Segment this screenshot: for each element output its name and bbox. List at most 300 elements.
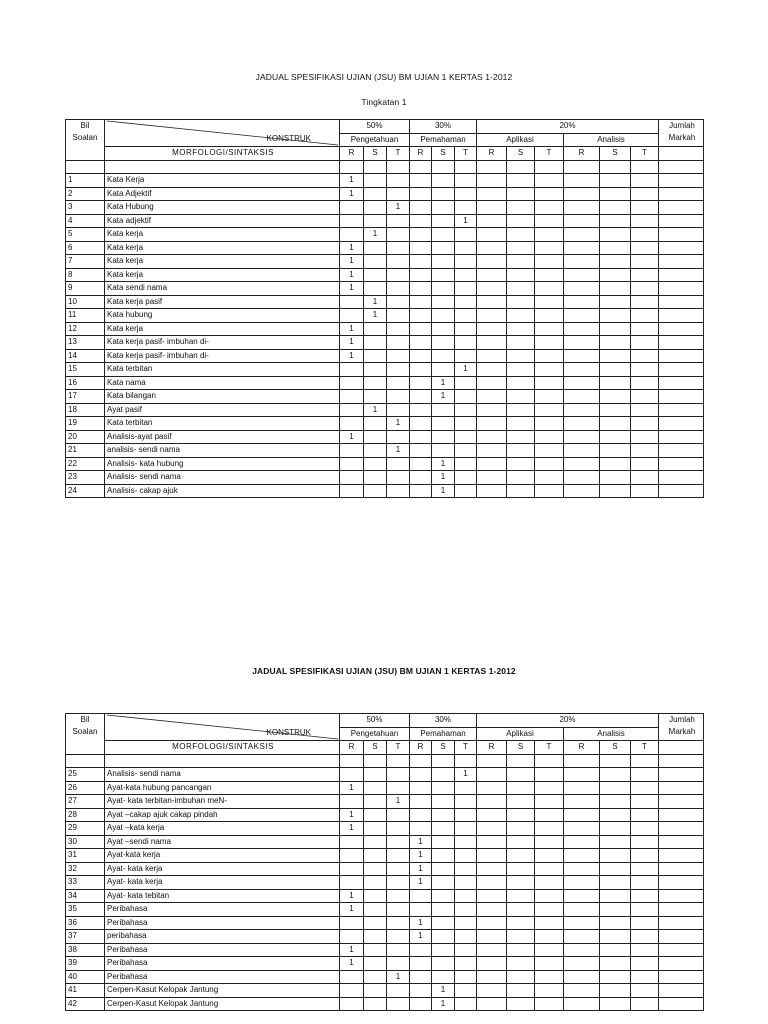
empty-cell [387,471,410,485]
pct-50: 50% [340,120,410,134]
mark-cell: 1 [340,255,364,269]
question-number: 7 [66,255,105,269]
empty-cell [364,187,387,201]
empty-cell [600,862,631,876]
empty-cell [659,160,704,174]
mark-cell: 1 [455,363,477,377]
empty-cell [477,241,507,255]
empty-cell [507,984,535,998]
empty-cell [477,957,507,971]
empty-cell [477,916,507,930]
empty-cell [600,268,631,282]
empty-cell [455,970,477,984]
empty-cell [564,781,600,795]
empty-cell [535,889,564,903]
empty-cell [600,768,631,782]
empty-cell [507,457,535,471]
empty-cell [387,876,410,890]
empty-cell [535,403,564,417]
empty-cell [432,835,455,849]
table-row [66,984,704,998]
empty-cell [364,201,387,215]
empty-cell [535,174,564,188]
mark-cell: 1 [387,444,410,458]
question-number: 2 [66,187,105,201]
empty-cell [455,997,477,1011]
mark-cell: 1 [387,970,410,984]
empty-cell [364,795,387,809]
empty-cell [535,457,564,471]
topic-cell: Kata nama [105,376,340,390]
empty-cell [535,970,564,984]
empty-cell [477,160,507,174]
empty-cell [564,363,600,377]
empty-cell [340,484,364,498]
empty-cell [410,417,432,431]
empty-cell [387,376,410,390]
empty-cell [535,984,564,998]
empty-cell [387,160,410,174]
empty-cell [364,984,387,998]
mark-cell: 1 [432,471,455,485]
empty-cell [600,849,631,863]
empty-cell [564,376,600,390]
empty-cell [477,282,507,296]
empty-cell [600,214,631,228]
empty-cell [340,849,364,863]
empty-cell [600,295,631,309]
empty-cell [631,997,659,1011]
empty-cell [535,997,564,1011]
empty-cell [600,471,631,485]
empty-cell [364,214,387,228]
empty-cell [364,997,387,1011]
mark-cell: 1 [387,795,410,809]
empty-cell [455,754,477,768]
empty-cell [631,174,659,188]
empty-cell [387,309,410,323]
empty-cell [600,916,631,930]
empty-cell [455,309,477,323]
jumlah-cell [659,147,704,161]
empty-cell [507,309,535,323]
bil-label: Bil [80,715,90,724]
topic-cell: Cerpen-Kasut Kelopak Jantung [105,984,340,998]
empty-cell [432,970,455,984]
rst-header-t: T [631,147,659,161]
empty-cell [432,282,455,296]
rst-header-r: R [477,741,507,755]
rst-header-r: R [477,147,507,161]
empty-cell [535,444,564,458]
empty-cell [600,984,631,998]
empty-cell [364,768,387,782]
empty-cell [507,835,535,849]
empty-cell [410,390,432,404]
empty-cell [507,363,535,377]
empty-cell [631,822,659,836]
empty-cell [564,282,600,296]
empty-cell [410,403,432,417]
table-row [66,457,704,471]
empty-cell [507,916,535,930]
empty-cell [455,187,477,201]
rst-header-t: T [535,741,564,755]
empty-cell [507,808,535,822]
empty-cell [507,214,535,228]
empty-cell [432,849,455,863]
empty-cell [631,430,659,444]
question-number: 22 [66,457,105,471]
empty-cell [387,862,410,876]
rst-header-r: R [340,741,364,755]
empty-cell [410,484,432,498]
jumlah-cell [659,471,704,485]
empty-cell [455,795,477,809]
empty-cell [477,768,507,782]
empty-cell [631,889,659,903]
empty-cell [340,295,364,309]
empty-cell [477,849,507,863]
jumlah-cell [659,795,704,809]
empty-cell [432,781,455,795]
empty-cell [455,174,477,188]
jumlah-cell [659,984,704,998]
empty-cell [432,336,455,350]
topic-cell: Analisis-ayat pasif [105,430,340,444]
question-number: 40 [66,970,105,984]
topic-cell: Ayat-kata kerja [105,849,340,863]
topic-cell: Kata kerja pasif- imbuhan di- [105,349,340,363]
empty-cell [387,214,410,228]
empty-cell [507,336,535,350]
empty-cell [455,808,477,822]
empty-cell [410,295,432,309]
topic-cell: Peribahasa [105,916,340,930]
empty-cell [507,862,535,876]
empty-cell [631,336,659,350]
empty-cell [631,876,659,890]
mark-cell: 1 [340,322,364,336]
jumlah-cell [659,214,704,228]
jumlah-label: Jumlah [669,121,695,130]
empty-cell [455,876,477,890]
table-row [66,187,704,201]
jumlah-cell [659,403,704,417]
empty-cell [631,309,659,323]
mark-cell: 1 [364,403,387,417]
empty-cell [564,390,600,404]
topic-cell: Kata adjektif [105,214,340,228]
rst-header-t: T [455,741,477,755]
empty-cell [535,363,564,377]
jsu-table-2 [65,713,704,1011]
empty-cell [477,822,507,836]
mark-cell: 1 [387,201,410,215]
empty-cell [387,754,410,768]
empty-cell [340,970,364,984]
empty-cell [364,363,387,377]
empty-cell [410,187,432,201]
empty-cell [631,984,659,998]
empty-cell [631,808,659,822]
empty-cell [631,268,659,282]
empty-cell [477,795,507,809]
empty-cell [507,768,535,782]
empty-cell [631,444,659,458]
empty-cell [477,471,507,485]
empty-cell [410,255,432,269]
empty-cell [535,309,564,323]
question-number: 16 [66,376,105,390]
empty-cell [631,943,659,957]
topic-cell: Ayat –cakap ajuk cakap pindah [105,808,340,822]
empty-cell [477,363,507,377]
mark-cell: 1 [340,174,364,188]
jumlah-cell [659,808,704,822]
empty-cell [340,160,364,174]
empty-cell [600,322,631,336]
empty-cell [535,160,564,174]
topic-cell: Kata Kerja [105,174,340,188]
question-number: 29 [66,822,105,836]
jumlah-cell [659,741,704,755]
empty-cell [535,390,564,404]
table-row [66,417,704,431]
empty-cell [535,862,564,876]
empty-cell [659,754,704,768]
topic-cell: Kata kerja [105,255,340,269]
empty-cell [387,822,410,836]
empty-cell [631,241,659,255]
table-row [66,268,704,282]
empty-cell [631,849,659,863]
pct-50: 50% [340,714,410,728]
empty-cell [564,862,600,876]
empty-cell [477,228,507,242]
empty-cell [600,970,631,984]
empty-cell [432,268,455,282]
empty-cell [564,970,600,984]
empty-cell [507,930,535,944]
topic-cell: Kata hubung [105,309,340,323]
empty-cell [507,822,535,836]
empty-cell [600,781,631,795]
empty-cell [600,376,631,390]
document-subtitle: Tingkatan 1 [361,97,407,107]
rst-header-s: S [600,147,631,161]
jumlah-cell [659,363,704,377]
pct-30: 30% [410,120,477,134]
empty-cell [507,484,535,498]
question-number: 30 [66,835,105,849]
table-2-body [66,714,704,1011]
question-number: 36 [66,916,105,930]
empty-cell [364,471,387,485]
empty-cell [535,214,564,228]
empty-cell [535,255,564,269]
header-row-percent [66,714,704,728]
empty-cell [477,835,507,849]
pemahaman-header: Pemahaman [410,133,477,147]
empty-cell [410,795,432,809]
empty-cell [600,417,631,431]
empty-cell [432,417,455,431]
empty-cell [477,889,507,903]
empty-cell [364,457,387,471]
jumlah-cell [659,970,704,984]
empty-cell [364,349,387,363]
jumlah-cell [659,457,704,471]
jumlah-cell [659,228,704,242]
mark-cell: 1 [410,916,432,930]
empty-cell [507,322,535,336]
empty-cell [364,322,387,336]
table-row [66,903,704,917]
empty-cell [455,336,477,350]
table-row [66,390,704,404]
empty-cell [410,970,432,984]
empty-cell [340,930,364,944]
empty-cell [432,795,455,809]
empty-cell [410,943,432,957]
empty-cell [564,795,600,809]
soalan-label: Soalan [72,727,98,736]
empty-cell [455,268,477,282]
pct-20: 20% [477,714,659,728]
topic-cell: Kata sendi nama [105,282,340,296]
topic-cell: Analisis- kata hubung [105,457,340,471]
question-number: 6 [66,241,105,255]
empty-cell [477,309,507,323]
empty-cell [564,822,600,836]
empty-cell [364,808,387,822]
empty-cell [600,241,631,255]
empty-cell [432,322,455,336]
empty-cell [364,484,387,498]
mark-cell: 1 [432,484,455,498]
empty-cell [600,444,631,458]
empty-cell [455,862,477,876]
jumlah-cell [659,187,704,201]
empty-cell [387,808,410,822]
mark-cell: 1 [364,309,387,323]
empty-cell [410,363,432,377]
mark-cell: 1 [340,822,364,836]
empty-cell [477,484,507,498]
empty-cell [387,336,410,350]
empty-cell [631,916,659,930]
empty-cell [600,201,631,215]
mark-cell: 1 [340,957,364,971]
empty-cell [600,808,631,822]
topic-cell: Kata kerja pasif [105,295,340,309]
empty-cell [432,295,455,309]
question-number: 41 [66,984,105,998]
table-row [66,795,704,809]
empty-cell [631,187,659,201]
empty-cell [600,228,631,242]
header-row-percent [66,120,704,134]
question-number: 11 [66,309,105,323]
jumlah-markah-header [659,714,704,741]
empty-cell [535,876,564,890]
jumlah-cell [659,322,704,336]
empty-cell [600,889,631,903]
empty-cell [455,457,477,471]
empty-cell [477,322,507,336]
empty-cell [340,201,364,215]
empty-cell [387,430,410,444]
topic-cell: Kata kerja [105,241,340,255]
empty-cell [564,241,600,255]
empty-cell [432,228,455,242]
jumlah-cell [659,768,704,782]
empty-cell [507,970,535,984]
empty-cell [507,430,535,444]
table-row [66,822,704,836]
empty-cell [507,849,535,863]
topic-cell: Kata kerja pasif- imbuhan di- [105,336,340,350]
empty-cell [535,808,564,822]
empty-cell [564,876,600,890]
empty-cell [455,390,477,404]
empty-cell [564,255,600,269]
rst-header-r: R [410,741,432,755]
empty-cell [564,457,600,471]
rst-header-s: S [432,741,455,755]
empty-cell [477,376,507,390]
empty-cell [535,471,564,485]
empty-cell [340,754,364,768]
konstruk-label: KONSTRUK [266,134,311,143]
empty-cell [631,417,659,431]
empty-cell [600,903,631,917]
empty-cell [340,376,364,390]
empty-cell [600,255,631,269]
jumlah-cell [659,835,704,849]
empty-cell [564,984,600,998]
empty-cell [631,471,659,485]
empty-cell [477,444,507,458]
empty-cell [600,282,631,296]
analisis-header: Analisis [564,727,659,741]
empty-cell [387,957,410,971]
empty-cell [432,889,455,903]
mark-cell: 1 [455,768,477,782]
jumlah-cell [659,390,704,404]
soalan-label: Soalan [72,133,98,142]
empty-cell [455,349,477,363]
empty-cell [507,417,535,431]
empty-cell [564,754,600,768]
empty-cell [455,889,477,903]
markah-label: Markah [668,727,696,736]
empty-cell [564,808,600,822]
empty-cell [477,808,507,822]
empty-cell [564,417,600,431]
empty-cell [387,835,410,849]
empty-cell [364,160,387,174]
empty-cell [105,754,340,768]
mark-cell: 1 [340,781,364,795]
empty-cell [564,889,600,903]
empty-cell [600,957,631,971]
table-row [66,835,704,849]
empty-cell [535,349,564,363]
question-number: 10 [66,295,105,309]
jumlah-cell [659,241,704,255]
